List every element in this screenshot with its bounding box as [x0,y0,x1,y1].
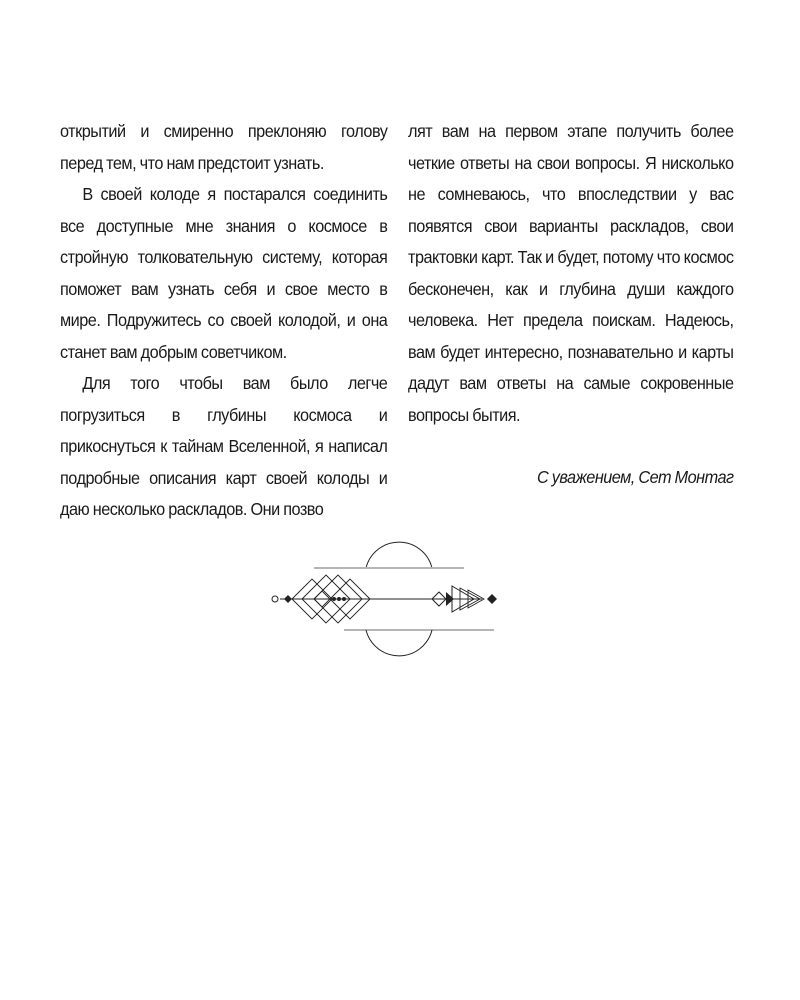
ornament-bottom-arc [366,630,432,656]
author-signature: С уважением, Сет Монтаг [537,467,734,487]
left-text-column [60,116,387,526]
arrow-ornament-icon [268,528,508,668]
paragraph-spreads: лят вам на первом этапе получить более четкие ответы на свои вопросы. Я нисколько не сомневаюсь, что впоследствии у вас появятся свои варианты раскладов, свои трактовки карт. Так и будет, потому что космос бесконечен, как и глубина души каждого человека. Нет предела поискам. Надеюсь, вам будет интересно, познавательно и карты дадут вам ответы на самые сокровенные вопросы бытия. [408,121,734,425]
right-text-column [408,116,734,494]
ornament-end-diamond [487,594,497,604]
ornament-small-diamond [284,595,292,603]
paragraph-card-descriptions: Для того чтобы вам было легче погрузиться в глубины космоса и прикоснуться к тайнам Вселенной, я написал подробные описания карт своей колоды и даю несколько раскладов. Они позво [60,373,388,519]
ornament-top-arc [366,542,432,568]
paragraph-deck-description: В своей колоде я постарался соединить все доступные мне знания о космосе в стройную толковательную систему, которая поможет вам узнать себя и свое место в мире. Подружитесь со своей колодой, и она станет вам добрым советчиком. [60,184,388,362]
paragraph-continuation: открытий и смиренно преклоняю голову перед тем, что нам предстоит узнать. [60,121,388,173]
ornament-circle [272,596,278,602]
